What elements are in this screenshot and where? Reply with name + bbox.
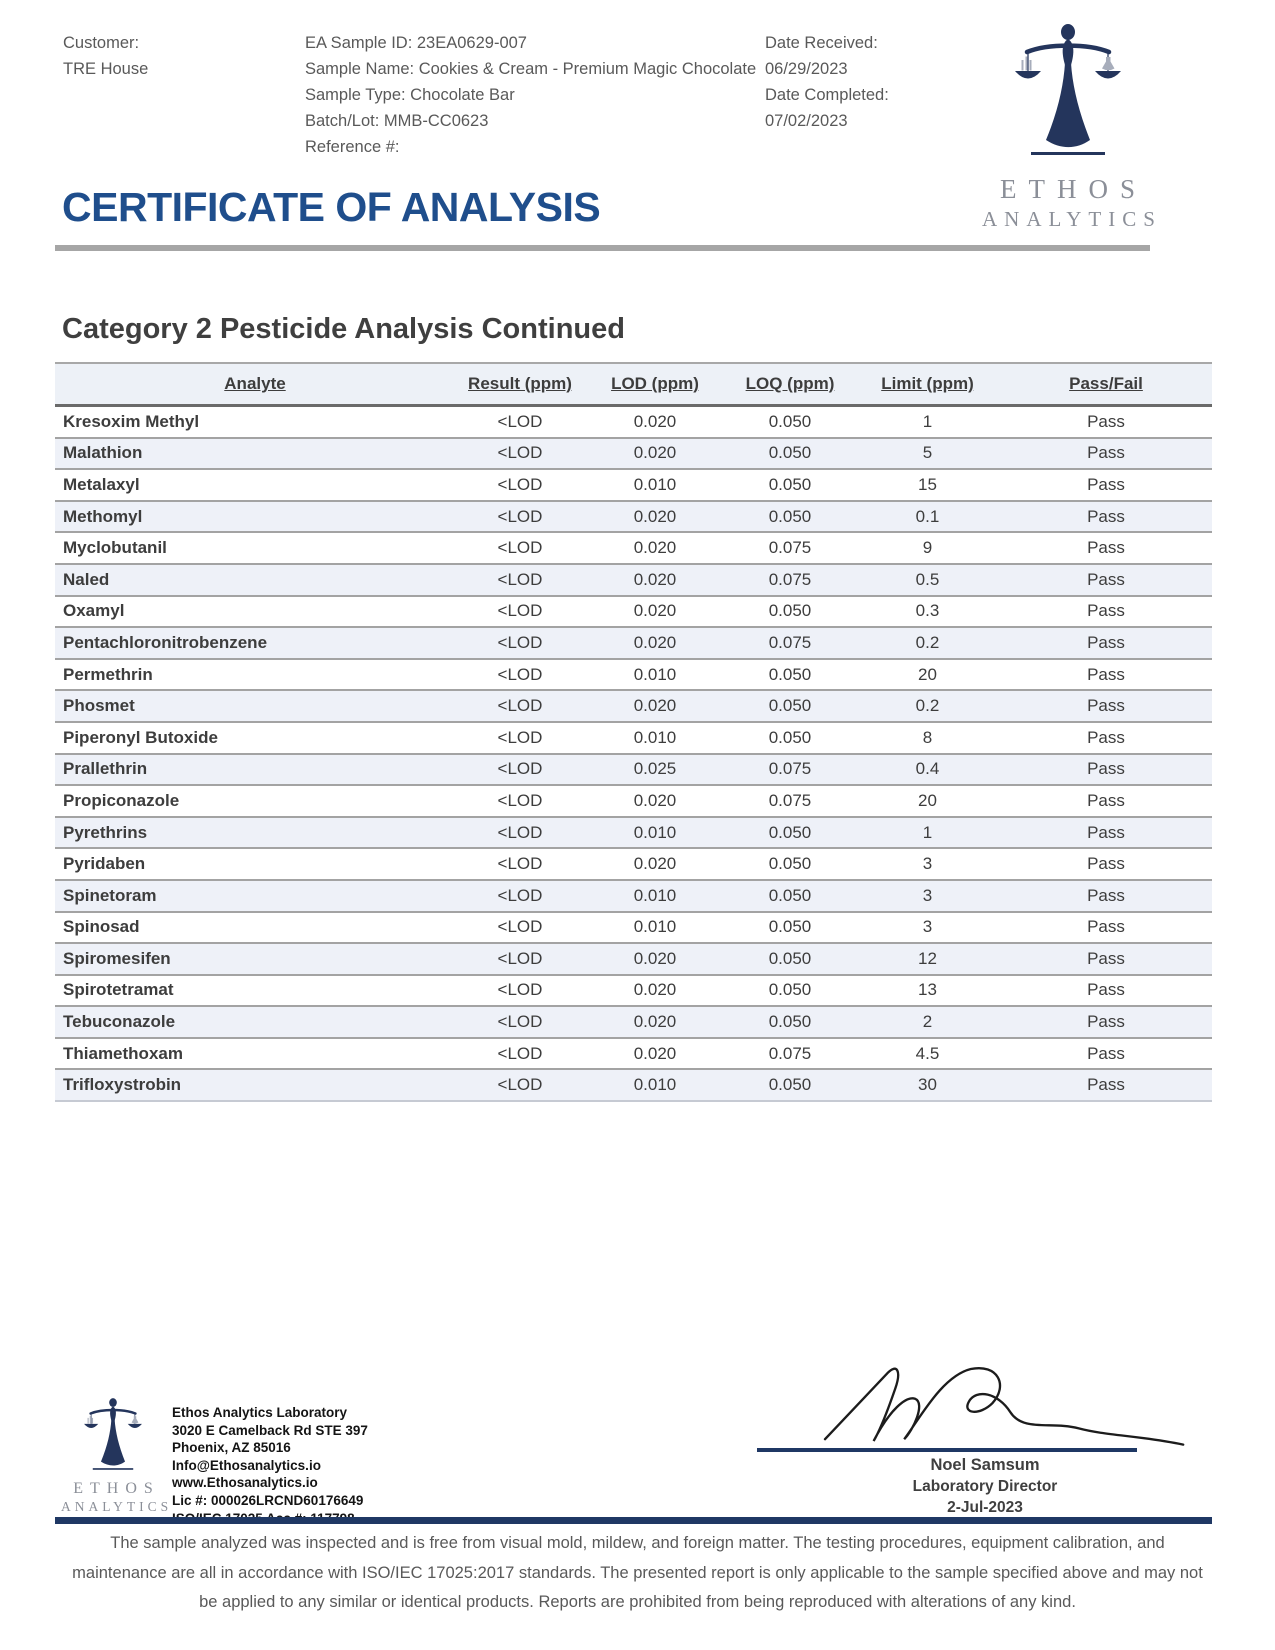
footer-logo-text-ethos: ETHOS bbox=[73, 1480, 160, 1497]
value-cell: 0.050 bbox=[725, 848, 855, 880]
value-cell: 0.020 bbox=[585, 1006, 725, 1038]
sample-info-line: Reference #: bbox=[305, 138, 400, 156]
logo-text-ethos: ETHOS bbox=[1000, 174, 1147, 204]
value-cell: <LOD bbox=[455, 912, 585, 944]
value-cell: 0.050 bbox=[725, 596, 855, 628]
value-cell: <LOD bbox=[455, 975, 585, 1007]
table-row bbox=[55, 785, 1212, 817]
value-cell: 0.020 bbox=[585, 501, 725, 533]
value-cell: 0.050 bbox=[725, 469, 855, 501]
table-row bbox=[55, 1038, 1212, 1070]
table-row bbox=[55, 1006, 1212, 1038]
analyte-cell: Oxamyl bbox=[55, 596, 455, 628]
value-cell: 0.075 bbox=[725, 564, 855, 596]
table-row bbox=[55, 848, 1212, 880]
value-cell: 0.010 bbox=[585, 1069, 725, 1101]
analyte-cell: Permethrin bbox=[55, 659, 455, 691]
value-cell: <LOD bbox=[455, 880, 585, 912]
value-cell: 0.075 bbox=[725, 627, 855, 659]
value-cell: 0.050 bbox=[725, 501, 855, 533]
value-cell: 0.010 bbox=[585, 880, 725, 912]
analyte-cell: Spinetoram bbox=[55, 880, 455, 912]
value-cell: 12 bbox=[855, 943, 1000, 975]
value-cell: 3 bbox=[855, 912, 1000, 944]
value-cell: 0.075 bbox=[725, 785, 855, 817]
table-row bbox=[55, 880, 1212, 912]
analyte-cell: Myclobutanil bbox=[55, 532, 455, 564]
value-cell: <LOD bbox=[455, 1006, 585, 1038]
value-cell: 3 bbox=[855, 848, 1000, 880]
value-cell: Pass bbox=[1000, 469, 1212, 501]
value-cell: 0.050 bbox=[725, 438, 855, 470]
value-cell: 0.050 bbox=[725, 722, 855, 754]
value-cell: 0.2 bbox=[855, 690, 1000, 722]
value-cell: <LOD bbox=[455, 469, 585, 501]
lab-info-line: Info@Ethosanalytics.io bbox=[172, 1457, 321, 1473]
value-cell: <LOD bbox=[455, 438, 585, 470]
value-cell: Pass bbox=[1000, 659, 1212, 691]
value-cell: Pass bbox=[1000, 690, 1212, 722]
value-cell: <LOD bbox=[455, 690, 585, 722]
analyte-cell: Tebuconazole bbox=[55, 1006, 455, 1038]
value-cell: 0.075 bbox=[725, 754, 855, 786]
col-header-result: Result (ppm) bbox=[455, 363, 585, 406]
table-row bbox=[55, 564, 1212, 596]
value-cell: 0.010 bbox=[585, 659, 725, 691]
col-header-loq: LOQ (ppm) bbox=[725, 363, 855, 406]
value-cell: 0.050 bbox=[725, 1069, 855, 1101]
title-divider bbox=[55, 245, 1150, 251]
lab-info-line: Lic #: 000026LRCND60176649 bbox=[172, 1492, 364, 1508]
analyte-cell: Thiamethoxam bbox=[55, 1038, 455, 1070]
value-cell: Pass bbox=[1000, 785, 1212, 817]
signatory-block bbox=[795, 1454, 1175, 1518]
sample-info-line: Batch/Lot: MMB-CC0623 bbox=[305, 112, 489, 130]
value-cell: Pass bbox=[1000, 596, 1212, 628]
table-row bbox=[55, 754, 1212, 786]
lab-info-block bbox=[172, 1404, 368, 1527]
value-cell: <LOD bbox=[455, 406, 585, 438]
value-cell: 20 bbox=[855, 785, 1000, 817]
lab-info-line: www.Ethosanalytics.io bbox=[172, 1475, 318, 1491]
analyte-cell: Trifloxystrobin bbox=[55, 1069, 455, 1101]
value-cell: <LOD bbox=[455, 943, 585, 975]
col-header-lod: LOD (ppm) bbox=[585, 363, 725, 406]
analyte-cell: Propiconazole bbox=[55, 785, 455, 817]
col-header-analyte: Analyte bbox=[55, 363, 455, 406]
value-cell: 0.010 bbox=[585, 817, 725, 849]
value-cell: Pass bbox=[1000, 438, 1212, 470]
value-cell: 0.020 bbox=[585, 848, 725, 880]
value-cell: 0.2 bbox=[855, 627, 1000, 659]
analyte-cell: Spiromesifen bbox=[55, 943, 455, 975]
value-cell: Pass bbox=[1000, 722, 1212, 754]
value-cell: 5 bbox=[855, 438, 1000, 470]
value-cell: 15 bbox=[855, 469, 1000, 501]
analyte-cell: Methomyl bbox=[55, 501, 455, 533]
footer-logo bbox=[57, 1396, 173, 1515]
date-received-value: 06/29/2023 bbox=[765, 60, 848, 78]
sample-info-line: EA Sample ID: 23EA0629-007 bbox=[305, 34, 527, 52]
value-cell: <LOD bbox=[455, 501, 585, 533]
value-cell: 3 bbox=[855, 880, 1000, 912]
analyte-cell: Phosmet bbox=[55, 690, 455, 722]
page-title: CERTIFICATE OF ANALYSIS bbox=[62, 184, 601, 230]
col-header-limit: Limit (ppm) bbox=[855, 363, 1000, 406]
value-cell: 0.025 bbox=[585, 754, 725, 786]
analyte-cell: Piperonyl Butoxide bbox=[55, 722, 455, 754]
value-cell: 0.020 bbox=[585, 406, 725, 438]
table-row bbox=[55, 501, 1212, 533]
value-cell: 0.020 bbox=[585, 564, 725, 596]
table-row bbox=[55, 532, 1212, 564]
dates-block bbox=[765, 30, 889, 134]
signature-date: 2-Jul-2023 bbox=[947, 1499, 1023, 1516]
value-cell: Pass bbox=[1000, 817, 1212, 849]
value-cell: Pass bbox=[1000, 912, 1212, 944]
value-cell: 0.050 bbox=[725, 659, 855, 691]
analyte-cell: Prallethrin bbox=[55, 754, 455, 786]
value-cell: 8 bbox=[855, 722, 1000, 754]
table-row bbox=[55, 1069, 1212, 1101]
company-logo bbox=[975, 20, 1160, 232]
value-cell: 0.3 bbox=[855, 596, 1000, 628]
value-cell: 0.050 bbox=[725, 912, 855, 944]
table-row bbox=[55, 469, 1212, 501]
date-received-label: Date Received: bbox=[765, 34, 878, 52]
value-cell: 0.075 bbox=[725, 1038, 855, 1070]
value-cell: Pass bbox=[1000, 406, 1212, 438]
value-cell: <LOD bbox=[455, 564, 585, 596]
value-cell: 0.020 bbox=[585, 690, 725, 722]
value-cell: 0.5 bbox=[855, 564, 1000, 596]
value-cell: 0.1 bbox=[855, 501, 1000, 533]
value-cell: <LOD bbox=[455, 817, 585, 849]
value-cell: 0.050 bbox=[725, 1006, 855, 1038]
signature-icon bbox=[810, 1360, 1200, 1450]
date-completed-label: Date Completed: bbox=[765, 86, 889, 104]
analyte-cell: Pyridaben bbox=[55, 848, 455, 880]
date-completed-value: 07/02/2023 bbox=[765, 112, 848, 130]
value-cell: Pass bbox=[1000, 1006, 1212, 1038]
value-cell: 20 bbox=[855, 659, 1000, 691]
value-cell: 0.020 bbox=[585, 975, 725, 1007]
value-cell: <LOD bbox=[455, 596, 585, 628]
lab-info-line: 3020 E Camelback Rd STE 397 bbox=[172, 1422, 368, 1438]
lab-info-line: Phoenix, AZ 85016 bbox=[172, 1440, 291, 1456]
value-cell: Pass bbox=[1000, 975, 1212, 1007]
value-cell: 0.020 bbox=[585, 532, 725, 564]
value-cell: 2 bbox=[855, 1006, 1000, 1038]
analyte-cell: Metalaxyl bbox=[55, 469, 455, 501]
value-cell: 9 bbox=[855, 532, 1000, 564]
analyte-cell: Pyrethrins bbox=[55, 817, 455, 849]
lady-justice-icon bbox=[72, 1396, 154, 1478]
analyte-cell: Spinosad bbox=[55, 912, 455, 944]
table-row bbox=[55, 817, 1212, 849]
signatory-name: Noel Samsum bbox=[930, 1456, 1040, 1474]
value-cell: Pass bbox=[1000, 501, 1212, 533]
value-cell: Pass bbox=[1000, 564, 1212, 596]
value-cell: 0.075 bbox=[725, 532, 855, 564]
analyte-cell: Malathion bbox=[55, 438, 455, 470]
pesticide-analysis-table bbox=[55, 362, 1212, 1102]
analyte-cell: Pentachloronitrobenzene bbox=[55, 627, 455, 659]
customer-name: TRE House bbox=[63, 60, 149, 78]
value-cell: 1 bbox=[855, 817, 1000, 849]
value-cell: 1 bbox=[855, 406, 1000, 438]
value-cell: Pass bbox=[1000, 880, 1212, 912]
value-cell: 0.020 bbox=[585, 438, 725, 470]
value-cell: Pass bbox=[1000, 1038, 1212, 1070]
value-cell: <LOD bbox=[455, 1038, 585, 1070]
value-cell: 0.050 bbox=[725, 975, 855, 1007]
value-cell: 0.020 bbox=[585, 943, 725, 975]
logo-text-analytics: ANALYTICS bbox=[982, 207, 1162, 231]
analyte-cell: Kresoxim Methyl bbox=[55, 406, 455, 438]
table-row bbox=[55, 659, 1212, 691]
footer-divider-bar bbox=[55, 1517, 1212, 1524]
value-cell: Pass bbox=[1000, 943, 1212, 975]
value-cell: 0.050 bbox=[725, 406, 855, 438]
table-row bbox=[55, 596, 1212, 628]
sample-info-line: Sample Type: Chocolate Bar bbox=[305, 86, 515, 104]
value-cell: 0.020 bbox=[585, 785, 725, 817]
customer-block bbox=[63, 30, 148, 82]
table-row bbox=[55, 975, 1212, 1007]
value-cell: Pass bbox=[1000, 532, 1212, 564]
table-row bbox=[55, 438, 1212, 470]
table-row bbox=[55, 690, 1212, 722]
signature-line bbox=[757, 1448, 1137, 1452]
value-cell: 0.010 bbox=[585, 912, 725, 944]
lady-justice-icon bbox=[993, 20, 1143, 170]
value-cell: 0.020 bbox=[585, 627, 725, 659]
footer-logo-text-analytics: ANALYTICS bbox=[61, 1499, 173, 1514]
value-cell: <LOD bbox=[455, 532, 585, 564]
value-cell: <LOD bbox=[455, 722, 585, 754]
value-cell: Pass bbox=[1000, 848, 1212, 880]
value-cell: 0.010 bbox=[585, 469, 725, 501]
value-cell: 0.050 bbox=[725, 880, 855, 912]
sample-info-line: Sample Name: Cookies & Cream - Premium Magic Chocolate bbox=[305, 60, 757, 78]
value-cell: Pass bbox=[1000, 754, 1212, 786]
table-row bbox=[55, 943, 1212, 975]
value-cell: <LOD bbox=[455, 754, 585, 786]
disclaimer-text: The sample analyzed was inspected and is free from visual mold, mildew, and foreign matter. The testing procedures, equipment calibration, and maintenance are all in accordance with ISO/IEC 17025:2017 standards. The presented report is only applicable to the sample specified above and may not be applied to any similar or identical products. Reports are prohibited from being reproduced with alterations of any kind. bbox=[72, 1534, 1203, 1611]
value-cell: 0.050 bbox=[725, 943, 855, 975]
value-cell: <LOD bbox=[455, 785, 585, 817]
analyte-cell: Naled bbox=[55, 564, 455, 596]
value-cell: 0.050 bbox=[725, 690, 855, 722]
table-header bbox=[55, 363, 1212, 406]
section-title: Category 2 Pesticide Analysis Continued bbox=[62, 313, 625, 345]
value-cell: Pass bbox=[1000, 627, 1212, 659]
value-cell: 0.4 bbox=[855, 754, 1000, 786]
analyte-cell: Spirotetramat bbox=[55, 975, 455, 1007]
value-cell: 0.010 bbox=[585, 722, 725, 754]
customer-label: Customer: bbox=[63, 34, 140, 52]
value-cell: 0.050 bbox=[725, 817, 855, 849]
value-cell: <LOD bbox=[455, 1069, 585, 1101]
value-cell: 0.020 bbox=[585, 596, 725, 628]
table-row bbox=[55, 722, 1212, 754]
table-row bbox=[55, 627, 1212, 659]
value-cell: Pass bbox=[1000, 1069, 1212, 1101]
signatory-title: Laboratory Director bbox=[912, 1478, 1058, 1495]
value-cell: 30 bbox=[855, 1069, 1000, 1101]
value-cell: <LOD bbox=[455, 848, 585, 880]
value-cell: <LOD bbox=[455, 627, 585, 659]
table-row bbox=[55, 406, 1212, 438]
col-header-passfail: Pass/Fail bbox=[1000, 363, 1212, 406]
value-cell: 13 bbox=[855, 975, 1000, 1007]
analysis-table-body bbox=[55, 406, 1212, 1102]
value-cell: 4.5 bbox=[855, 1038, 1000, 1070]
lab-info-line: Ethos Analytics Laboratory bbox=[172, 1405, 348, 1420]
table-row bbox=[55, 912, 1212, 944]
sample-info-block bbox=[305, 30, 756, 160]
value-cell: <LOD bbox=[455, 659, 585, 691]
value-cell: 0.020 bbox=[585, 1038, 725, 1070]
